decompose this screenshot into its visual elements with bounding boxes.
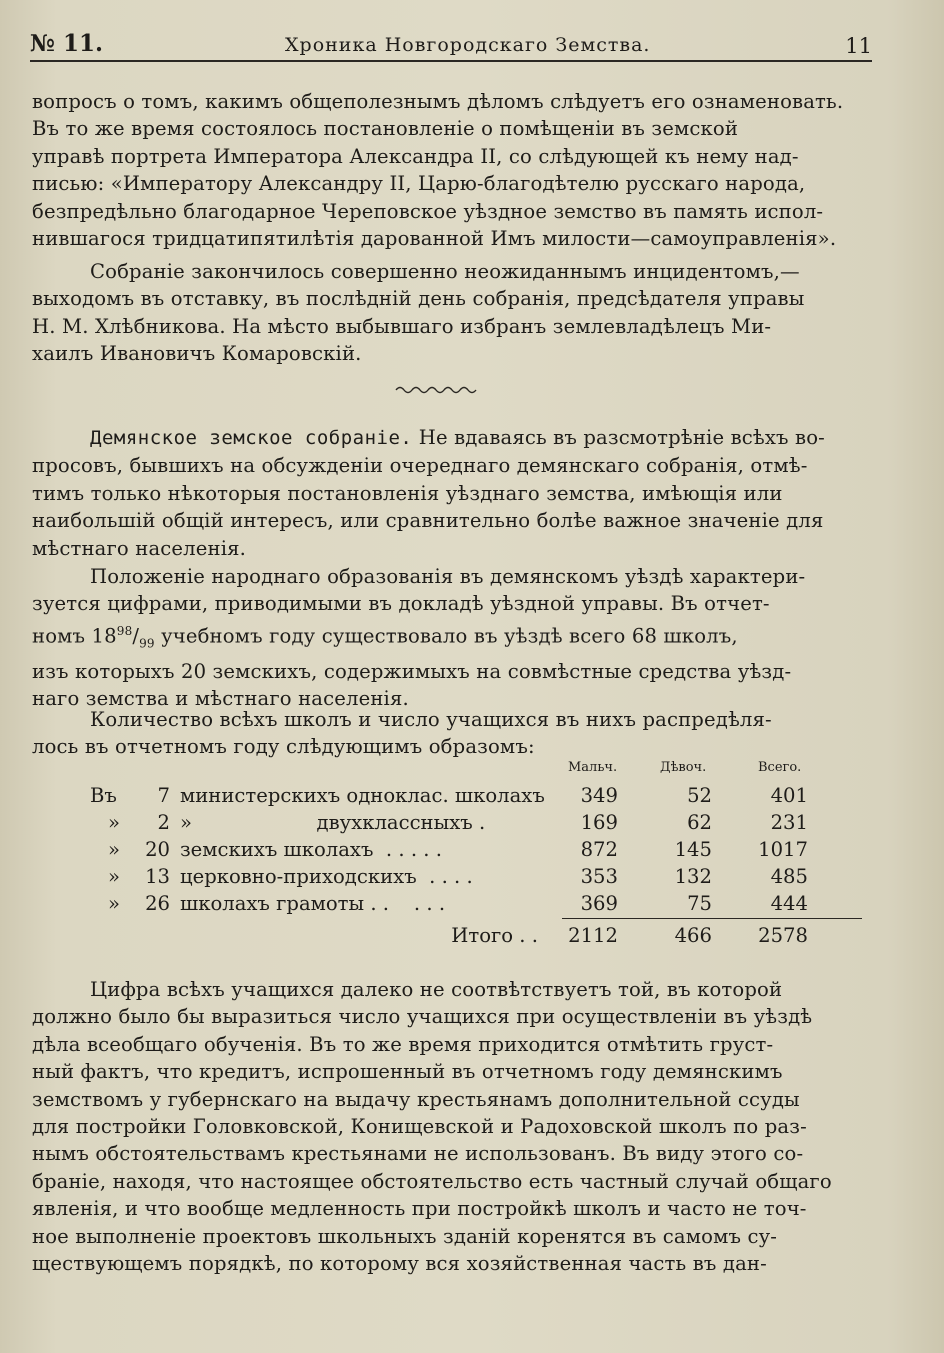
school-count: 26 (145, 892, 170, 915)
text-line: ное выполненіе проектовъ школьныхъ зданій коренятся въ самомъ су- (32, 1224, 778, 1248)
boys-count: 349 (580, 784, 618, 807)
text-line: дѣла всеобщаго обученія. Въ то же время приходится отмѣтить груст- (32, 1032, 774, 1056)
text-line: изъ которыхъ 20 земскихъ, содержимыхъ на совмѣстные средства уѣзд- (32, 659, 792, 683)
school-type: церковно-приходскихъ . . . . (180, 865, 473, 888)
text-line: Цифра всѣхъ учащихся далеко не соотвѣтствуетъ той, въ которой (90, 978, 783, 1001)
text-line: должно было бы выразиться число учащихся при осуществленіи въ уѣздѣ (32, 1005, 813, 1029)
girls-count: 52 (687, 784, 712, 807)
total-label: Итого . . (451, 924, 538, 947)
total-count: 444 (770, 892, 808, 915)
school-count: 2 (157, 811, 170, 834)
total-count: 1017 (758, 838, 808, 861)
year-superscript: 98 (116, 623, 133, 638)
paragraph-education (32, 563, 864, 712)
table-total-row (90, 924, 865, 951)
school-type: министерскихъ одноклас. школахъ (180, 784, 545, 807)
text-line (32, 424, 864, 452)
school-type: школахъ грамоты . . . . . (180, 892, 446, 915)
boys-total: 2112 (568, 924, 618, 947)
table-row (90, 811, 865, 838)
girls-count: 145 (674, 838, 712, 861)
column-header-total: Всего. (758, 760, 802, 775)
text-line: земствомъ у губернскаго на выдачу крестьянамъ дополнительной ссуды (32, 1087, 800, 1111)
school-count: 7 (157, 784, 170, 807)
paragraph-distribution (32, 706, 864, 761)
section-heading: Демянское земское собраніе. (90, 427, 413, 449)
text-line: явленія, и что вообще медленность при постройкѣ школъ и часто не точ- (32, 1197, 807, 1221)
text-line: вопросъ о томъ, какимъ общеполезнымъ дѣломъ слѣдуетъ его ознаменовать. (32, 90, 844, 113)
text-line: наго земства и мѣстнаго населенія. (32, 687, 409, 711)
text-line: Положеніе народнаго образованія въ демянскомъ уѣздѣ характери- (90, 565, 806, 588)
girls-count: 132 (674, 865, 712, 888)
text-line: для постройки Головковской, Конищевской и Радоховской школъ по раз- (32, 1115, 807, 1139)
text-line: мѣстнаго населенія. (32, 536, 247, 560)
row-prefix: » (108, 838, 120, 861)
text-line: Въ то же время состоялось постановленіе о помѣщеніи въ земской (32, 117, 739, 141)
journal-title: Хроника Новгородскаго Земства. (285, 34, 651, 56)
text-line: браніе, находя, что настоящее обстоятельство есть частный случай общаго (32, 1169, 832, 1193)
text-line: наибольшій общій интересъ, или сравнительно болѣе важное значеніе для (32, 509, 824, 533)
text-line: безпредѣльно благодарное Череповское уѣздное земство въ память испол- (32, 199, 824, 223)
row-prefix: » (108, 811, 120, 834)
text-line: тимъ только нѣкоторыя постановленія уѣзднаго земства, имѣющія или (32, 481, 783, 505)
row-prefix: » (108, 892, 120, 915)
column-header-girls: Дѣвоч. (660, 760, 707, 775)
text-line: ществующемъ порядкѣ, по которому вся хозяйственная часть въ дан- (32, 1252, 767, 1276)
girls-total: 466 (674, 924, 712, 947)
text-line: Н. М. Хлѣбникова. На мѣсто выбывшаго избранъ землевладѣлецъ Ми- (32, 314, 772, 338)
school-type: земскихъ школахъ . . . . . (180, 838, 442, 861)
paragraph-continued (32, 88, 864, 252)
section-demyansk (32, 424, 864, 562)
text-line: нившагося тридцатипятилѣтія дарованной Имъ милости—самоуправленія». (32, 227, 837, 251)
boys-count: 872 (580, 838, 618, 861)
text-line: управѣ портрета Императора Александра II, со слѣдующей къ нему над- (32, 144, 799, 168)
total-count: 401 (770, 784, 808, 807)
year-subscript: 99 (139, 636, 155, 651)
text-fragment: номъ 18 (32, 624, 117, 648)
text-line: Собраніе закончилось совершенно неожиданнымъ инцидентомъ,— (90, 260, 800, 283)
school-count: 13 (145, 865, 170, 888)
text-line: выходомъ въ отставку, въ послѣдній день собранія, предсѣдателя управы (32, 287, 805, 311)
schools-table (90, 760, 865, 960)
issue-number: № 11. (30, 30, 104, 57)
table-total-rule (562, 918, 862, 919)
total-count: 485 (770, 865, 808, 888)
column-header-boys: Мальч. (568, 760, 618, 775)
table-row (90, 784, 865, 811)
girls-count: 62 (687, 811, 712, 834)
table-row (90, 838, 865, 865)
text-line: писью: «Императору Александру II, Царю-благодѣтелю русскаго народа, (32, 172, 806, 196)
girls-count: 75 (687, 892, 712, 915)
school-type: » двухклассныхъ . (180, 811, 486, 834)
text-line: лось въ отчетномъ году слѣдующимъ образомъ: (32, 735, 535, 759)
text-line: нымъ обстоятельствамъ крестьянами не использованъ. Въ виду этого со- (32, 1142, 804, 1166)
paragraph-enrollment (32, 976, 864, 1277)
page-number: 11 (845, 34, 872, 58)
text-line: зуется цифрами, приводимыми въ докладѣ уѣздной управы. Въ отчет- (32, 592, 770, 616)
paragraph-incident (32, 258, 864, 368)
row-prefix: Въ (90, 784, 117, 807)
year-slash: / (132, 624, 140, 648)
running-head (30, 24, 872, 64)
text-line: просовъ, бывшихъ на обсужденіи очереднаго демянскаго собранія, отмѣ- (32, 454, 808, 478)
text-line: Количество всѣхъ школъ и число учащихся въ нихъ распредѣля- (90, 708, 772, 731)
grand-total: 2578 (758, 924, 808, 947)
table-row (90, 865, 865, 892)
row-prefix: » (108, 865, 120, 888)
boys-count: 353 (580, 865, 618, 888)
text-fragment: учебномъ году существовало въ уѣздѣ всего 68 школъ, (154, 624, 738, 648)
text-line (32, 618, 864, 658)
wavy-divider (395, 383, 477, 397)
boys-count: 169 (580, 811, 618, 834)
text-fragment: Не вдаваясь въ разсмотрѣніе всѣхъ во- (412, 426, 825, 449)
header-rule (30, 60, 872, 62)
table-row (90, 892, 865, 919)
boys-count: 369 (580, 892, 618, 915)
school-count: 20 (145, 838, 170, 861)
total-count: 231 (770, 811, 808, 834)
text-line: хаилъ Ивановичъ Комаровскій. (32, 342, 362, 366)
text-line: ный фактъ, что кредитъ, испрошенный въ отчетномъ году демянскимъ (32, 1060, 783, 1084)
